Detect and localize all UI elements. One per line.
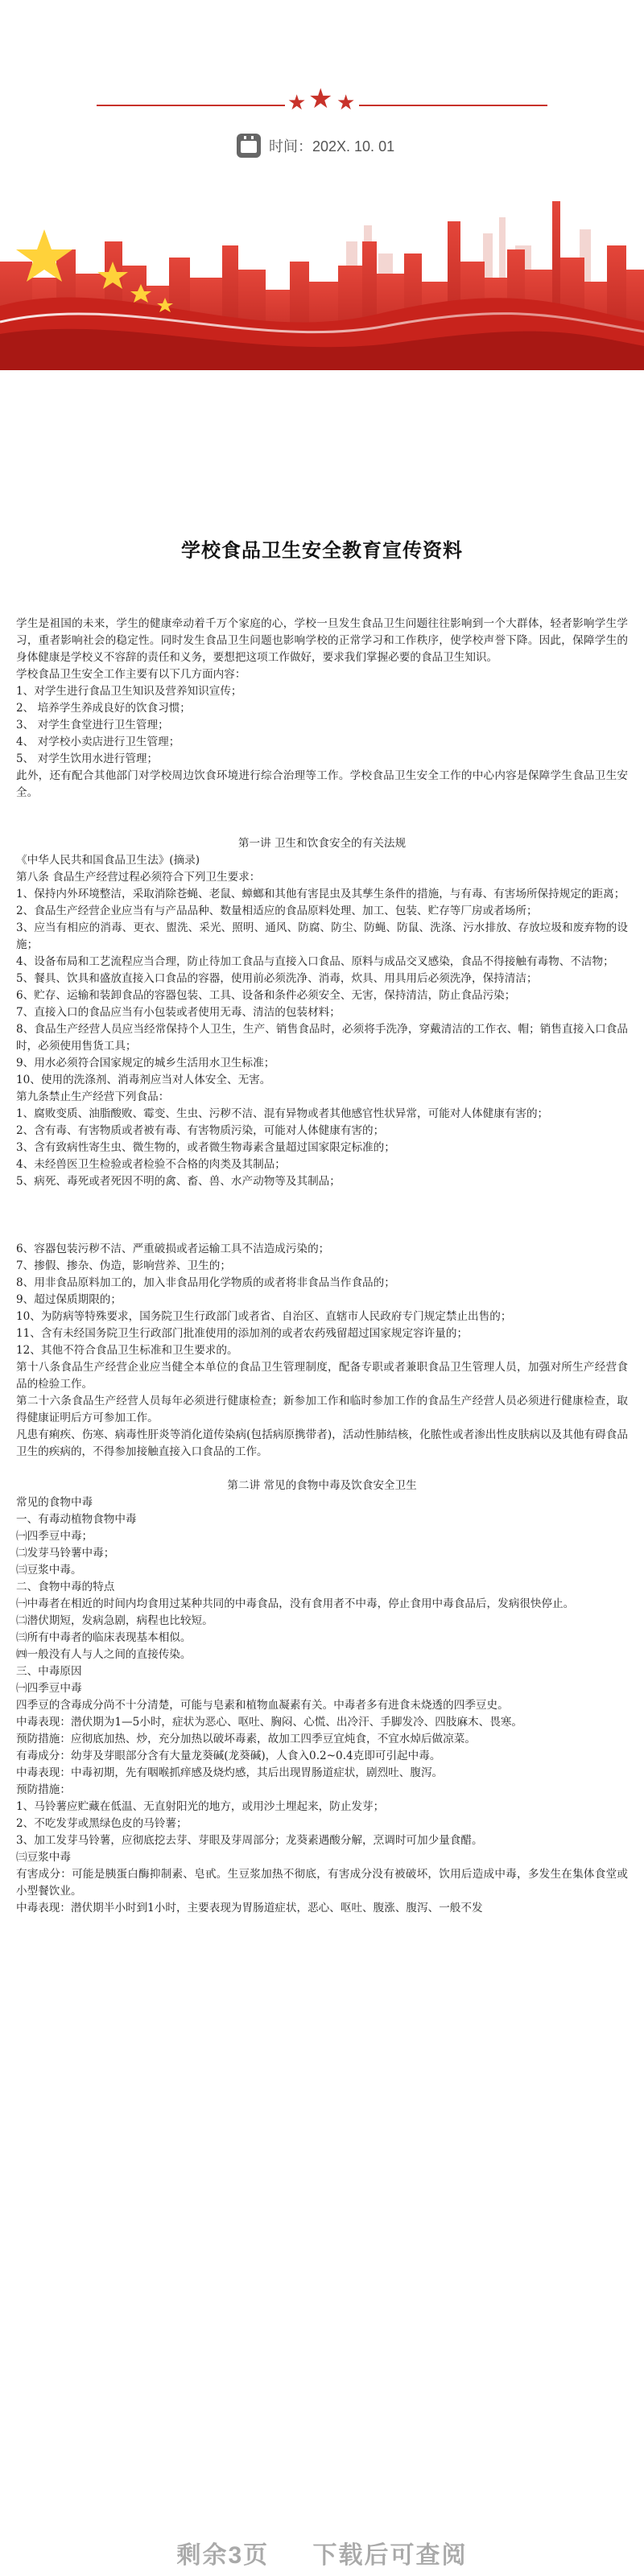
paragraph: 中毒表现：中毒初期，先有咽喉抓痒感及烧灼感，其后出现胃肠道症状，剧烈吐、腹泻。 xyxy=(16,1766,444,1779)
lecture-heading: 第一讲 卫生和饮食安全的有关法规 xyxy=(237,837,407,850)
remaining-pages-label[interactable]: 剩余3页 xyxy=(176,2542,270,2569)
paragraph: 3、加工发芽马铃薯，应彻底挖去芽、芽眼及芽周部分；龙葵素遇酸分解，烹调时可加少量食醋。 xyxy=(16,1834,483,1847)
city-skyline-banner xyxy=(0,185,644,370)
content-fade xyxy=(0,2479,644,2511)
top-divider-left xyxy=(97,105,285,106)
header-banner xyxy=(0,0,644,370)
paragraph: 2、食品生产经营企业应当有与产品品种、数量相适应的食品原料处理、加工、包装、贮存等厂房或者场所； xyxy=(16,905,538,917)
document-title: 学校食品卫生安全教育宣传资料 xyxy=(181,540,463,562)
paragraph: 5、餐具、饮具和盛放直接入口食品的容器，使用前必须洗净、消毒，炊具、用具用后必须洗净，保持清洁； xyxy=(16,972,538,985)
paragraph: ㈠四季豆中毒； xyxy=(16,1530,93,1543)
paragraph: 第八条 食品生产经营过程必须符合下列卫生要求： xyxy=(16,871,261,884)
paragraph: 学校食品卫生安全工作主要有以下几方面内容： xyxy=(16,668,246,681)
paragraph: 8、食品生产经营人员应当经常保持个人卫生，生产、销售食品时，必须将手洗净，穿戴清洁的工作衣、帽；销售直接入口食品时，必须使用售货工具； xyxy=(16,1023,628,1053)
paragraph: ㈣一般没有人与人之间的直接传染。 xyxy=(16,1648,192,1661)
paragraph: 12、其他不符合食品卫生标准和卫生要求的。 xyxy=(16,1344,238,1357)
paragraph: 9、超过保质期限的； xyxy=(16,1293,122,1306)
paragraph: 9、用水必须符合国家规定的城乡生活用水卫生标准； xyxy=(16,1057,275,1070)
paragraph: ㈢豆浆中毒 xyxy=(16,1851,71,1864)
paragraph: 一、有毒动植物食物中毒 xyxy=(16,1513,137,1526)
paragraph: 7、直接入口的食品应当有小包装或者使用无毒、清洁的包装材料； xyxy=(16,1006,341,1019)
paragraph: 常见的食物中毒 xyxy=(16,1496,93,1509)
paragraph: 2、含有毒、有害物质或者被有毒、有害物质污染，可能对人体健康有害的； xyxy=(16,1124,385,1137)
top-divider-right xyxy=(359,105,547,106)
paragraph: 学生是祖国的未来，学生的健康牵动着千万个家庭的心，学校一旦发生食品卫生问题往往影响到一个大群体，轻者影响学生学习，重者影响社会的稳定性。同时发生食品卫生问题也影响学校的正常学习和工作秩序，使学校声誉下降。因此，保障学生的身体健康是学校义不容辞的责任和义务，要想把这项工作做好，要求我们掌握必要的食品卫生知识。 xyxy=(16,617,628,664)
calendar-icon xyxy=(237,134,261,158)
paragraph: 1、腐败变质、油脂酸败、霉变、生虫、污秽不洁、混有异物或者其他感官性状异常，可能对人体健康有害的； xyxy=(16,1107,549,1120)
paragraph: 三、中毒原因 xyxy=(16,1665,82,1678)
paragraph: ㈡发芽马铃薯中毒； xyxy=(16,1547,115,1560)
paragraph: 4、设备布局和工艺流程应当合理，防止待加工食品与直接入口食品、原料与成品交叉感染，食品不得接触有毒物、不洁物； xyxy=(16,955,614,968)
paragraph: ㈠四季豆中毒 xyxy=(16,1682,82,1695)
paragraph: 4、未经兽医卫生检验或者检验不合格的肉类及其制品； xyxy=(16,1158,286,1171)
star-icon: ★ xyxy=(287,91,307,115)
lecture1-section-b xyxy=(16,1241,628,1461)
intro-section xyxy=(16,616,628,802)
download-to-view-link[interactable]: 下载后可查阅 xyxy=(312,2542,468,2569)
publish-date: 时间：202X. 10. 01 xyxy=(269,138,395,155)
paragraph: 8、用非食品原料加工的，加入非食品用化学物质的或者将非食品当作食品的； xyxy=(16,1276,395,1289)
paragraph: ㈠中毒者在相近的时间内均食用过某种共同的中毒食品，没有食用者不中毒，停止食用中毒食品后，发病很快停止。 xyxy=(16,1597,575,1610)
list-item: 3、 对学生食堂进行卫生管理； xyxy=(16,719,169,732)
paragraph: 3、应当有相应的消毒、更衣、盥洗、采光、照明、通风、防腐、防尘、防蝇、防鼠、洗涤、污水排放、存放垃圾和废弃物的设施； xyxy=(16,921,628,951)
document-body xyxy=(16,616,628,1917)
paragraph: 第九条禁止生产经营下列食品： xyxy=(16,1090,170,1103)
paragraph: 6、容器包装污秽不洁、严重破损或者运输工具不洁造成污染的； xyxy=(16,1243,330,1255)
list-item: 2、 培养学生养成良好的饮食习惯； xyxy=(16,702,191,715)
list-item: 4、 对学校小卖店进行卫生管理； xyxy=(16,736,180,748)
paragraph: ㈢豆浆中毒。 xyxy=(16,1564,82,1577)
paragraph: 第二十六条食品生产经营人员每年必须进行健康检查；新参加工作和临时参加工作的食品生产经营人员必须进行健康检查，取得健康证明后方可参加工作。 xyxy=(16,1395,628,1424)
paragraph: 有毒成分：幼芽及芽眼部分含有大量龙葵碱(龙葵碱)，人食入0.2~0.4克即可引起中毒。 xyxy=(16,1750,441,1762)
paragraph: ㈡潜伏期短，发病急剧，病程也比较短。 xyxy=(16,1614,213,1627)
paragraph: 3、含有致病性寄生虫、微生物的，或者微生物毒素含量超过国家限定标准的； xyxy=(16,1141,395,1154)
download-prompt[interactable] xyxy=(0,2535,644,2570)
paragraph: 预防措施： xyxy=(16,1783,71,1796)
star-icon: ★ xyxy=(336,91,356,115)
paragraph: 10、使用的洗涤剂、消毒剂应当对人体安全、无害。 xyxy=(16,1074,271,1086)
paragraph: 10、为防病等特殊要求，国务院卫生行政部门或者省、自治区、直辖市人民政府专门规定禁止出售的； xyxy=(16,1310,512,1323)
paragraph: 二、食物中毒的特点 xyxy=(16,1581,115,1593)
paragraph: 5、病死、毒死或者死因不明的禽、畜、兽、水产动物等及其制品； xyxy=(16,1175,341,1188)
star-icon: ★ xyxy=(308,83,333,115)
lecture-heading: 第二讲 常见的食物中毒及饮食安全卫生 xyxy=(227,1479,417,1492)
paragraph: 第十八条食品生产经营企业应当健全本单位的食品卫生管理制度，配备专职或者兼职食品卫生管理人员，加强对所生产经营食品的检验工作。 xyxy=(16,1361,628,1391)
lecture2-section xyxy=(16,1494,628,1917)
paragraph: 此外，还有配合其他部门对学校周边饮食环境进行综合治理等工作。学校食品卫生安全工作的中心内容是保障学生食品卫生安全。 xyxy=(16,769,628,799)
list-item: 5、 对学生饮用水进行管理； xyxy=(16,752,159,765)
paragraph: 有害成分：可能是胰蛋白酶抑制素、皂甙。生豆浆加热不彻底，有害成分没有被破坏，饮用后造成中毒，多发生在集体食堂或小型餐饮业。 xyxy=(16,1868,628,1898)
paragraph: 《中华人民共和国食品卫生法》(摘录) xyxy=(16,854,200,867)
paragraph: 凡患有痢疾、伤寒、病毒性肝炎等消化道传染病(包括病原携带者)，活动性肺结核，化脓性或者渗出性皮肤病以及其他有碍食品卫生的疾病的，不得参加接触直接入口食品的工作。 xyxy=(16,1428,628,1458)
paragraph: 中毒表现：潜伏期半小时到1小时，主要表现为胃肠道症状，恶心、呕吐、腹涨、腹泻、一般不发 xyxy=(16,1902,483,1914)
paragraph: 7、掺假、掺杂、伪造，影响营养、卫生的； xyxy=(16,1259,231,1272)
paragraph: 1、马铃薯应贮藏在低温、无直射阳光的地方，或用沙土埋起来，防止发芽； xyxy=(16,1800,385,1813)
paragraph: 11、含有未经国务院卫生行政部门批准使用的添加剂的或者农药残留超过国家规定容许量的； xyxy=(16,1327,469,1340)
lecture1-section-a xyxy=(16,852,628,1190)
paragraph: 预防措施：应彻底加热、炒，充分加热以破坏毒素，故加工四季豆宜炖食，不宜水焯后做凉菜。 xyxy=(16,1733,476,1745)
list-item: 1、对学生进行食品卫生知识及营养知识宣传； xyxy=(16,685,242,698)
paragraph: ㈢所有中毒者的临床表现基本相似。 xyxy=(16,1631,192,1644)
paragraph: 2、不吃发芽或黑绿色皮的马铃薯； xyxy=(16,1817,188,1830)
paragraph: 四季豆的含毒成分尚不十分清楚，可能与皂素和植物血凝素有关。中毒者多有进食未烧透的四季豆史。 xyxy=(16,1699,509,1712)
paragraph: 中毒表现：潜伏期为1—5小时，症状为恶心、呕吐、胸闷、心慌、出冷汗、手脚发冷、四肢麻木、畏寒。 xyxy=(16,1716,523,1729)
paragraph: 1、保持内外环境整洁，采取消除苍蝇、老鼠、蟑螂和其他有害昆虫及其孳生条件的措施，与有毒、有害场所保持规定的距离； xyxy=(16,888,625,901)
paragraph: 6、贮存、运输和装卸食品的容器包装、工具、设备和条件必须安全、无害，保持清洁，防止食品污染； xyxy=(16,989,516,1002)
